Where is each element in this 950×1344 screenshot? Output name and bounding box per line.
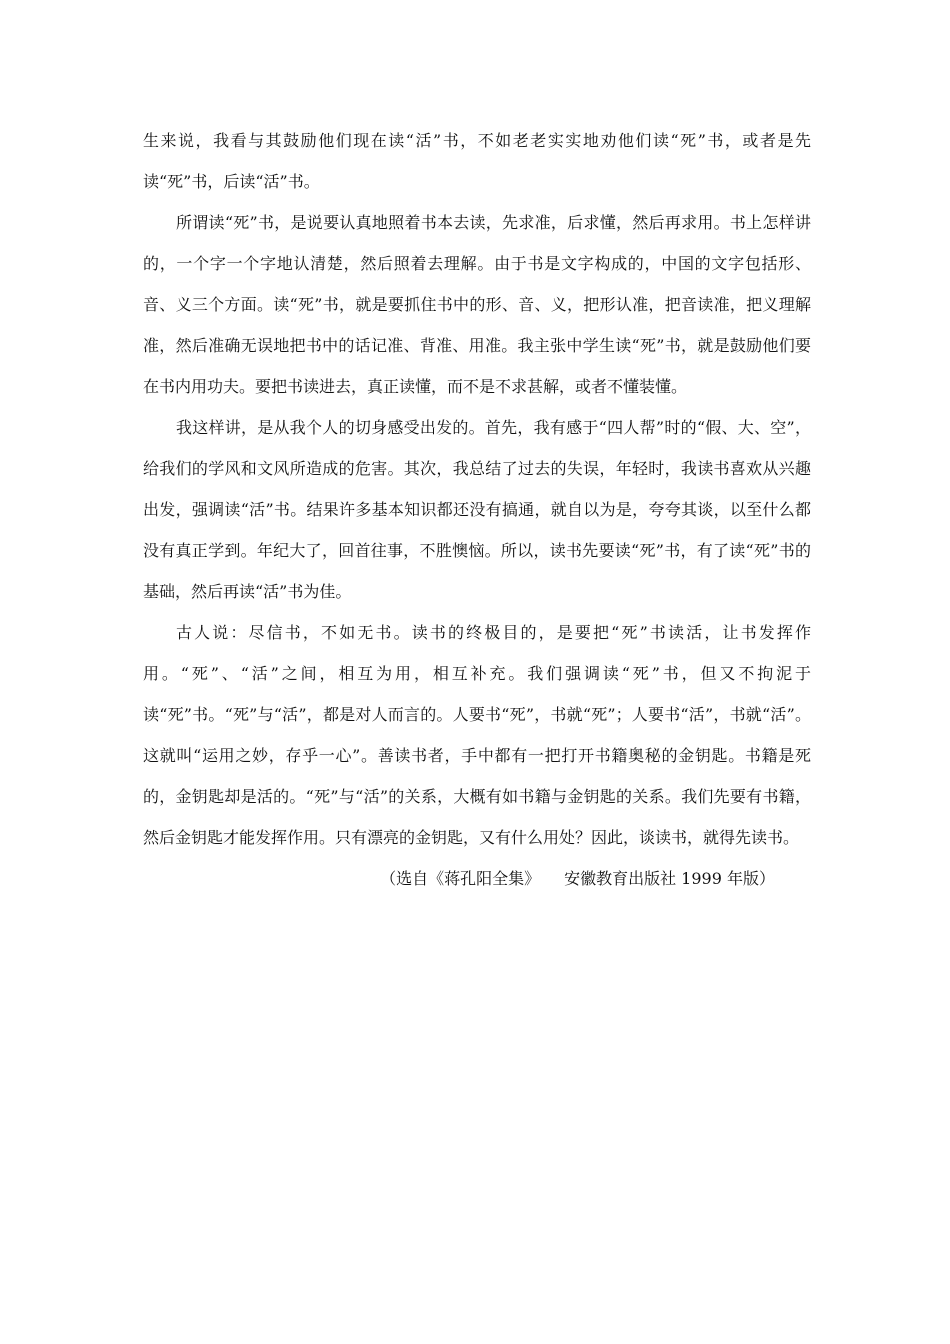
paragraph-dead-books: 所谓读“死”书，是说要认真地照着书本去读，先求准，后求懂，然后再求用。书上怎样讲的，一个字一个字地认清楚，然后照着去理解。由于书是文字构成的，中国的文字包括形、音、义三个方面。读“死”书，就是要抓住书中的形、音、义，把形认准，把音读准，把义理解准，然后准确无误地把书中的话记准、背准、用准。我主张中学生读“死”书，就是鼓励他们要在书内用功夫。要把书读进去，真正读懂，而不是不求甚解，或者不懂装懂。 xyxy=(143,213,811,396)
article-body xyxy=(143,120,811,899)
paragraph-personal-experience: 我这样讲，是从我个人的切身感受出发的。首先，我有感于“四人帮”时的“假、大、空”，给我们的学风和文风所造成的危害。其次，我总结了过去的失误，年轻时，我读书喜欢从兴趣出发，强调读“活”书。结果许多基本知识都还没有搞通，就自以为是，夸夸其谈，以至什么都没有真正学到。年纪大了，回首往事，不胜懊恼。所以，读书先要读“死”书，有了读“死”书的基础，然后再读“活”书为佳。 xyxy=(143,418,811,601)
paragraph-ancient-saying: 古人说：尽信书，不如无书。读书的终极目的，是要把“死”书读活，让书发挥作用。“死”、“活”之间，相互为用，相互补充。我们强调读“死”书，但又不拘泥于读“死”书。“死”与“活”，都是对人而言的。人要书“死”，书就“死”；人要书“活”，书就“活”。这就叫“运用之妙，存乎一心”。善读书者，手中都有一把打开书籍奥秘的金钥匙。书籍是死的，金钥匙却是活的。“死”与“活”的关系，大概有如书籍与金钥匙的关系。我们先要有书籍，然后金钥匙才能发挥作用。只有漂亮的金钥匙，又有什么用处？因此，谈读书，就得先读书。 xyxy=(143,623,811,847)
paragraph-continuation: 生来说，我看与其鼓励他们现在读“活”书，不如老老实实地劝他们读“死”书，或者是先读“死”书，后读“活”书。 xyxy=(143,131,811,191)
source-citation: （选自《蒋孔阳全集》 安徽教育出版社 1999 年版） xyxy=(380,869,775,888)
